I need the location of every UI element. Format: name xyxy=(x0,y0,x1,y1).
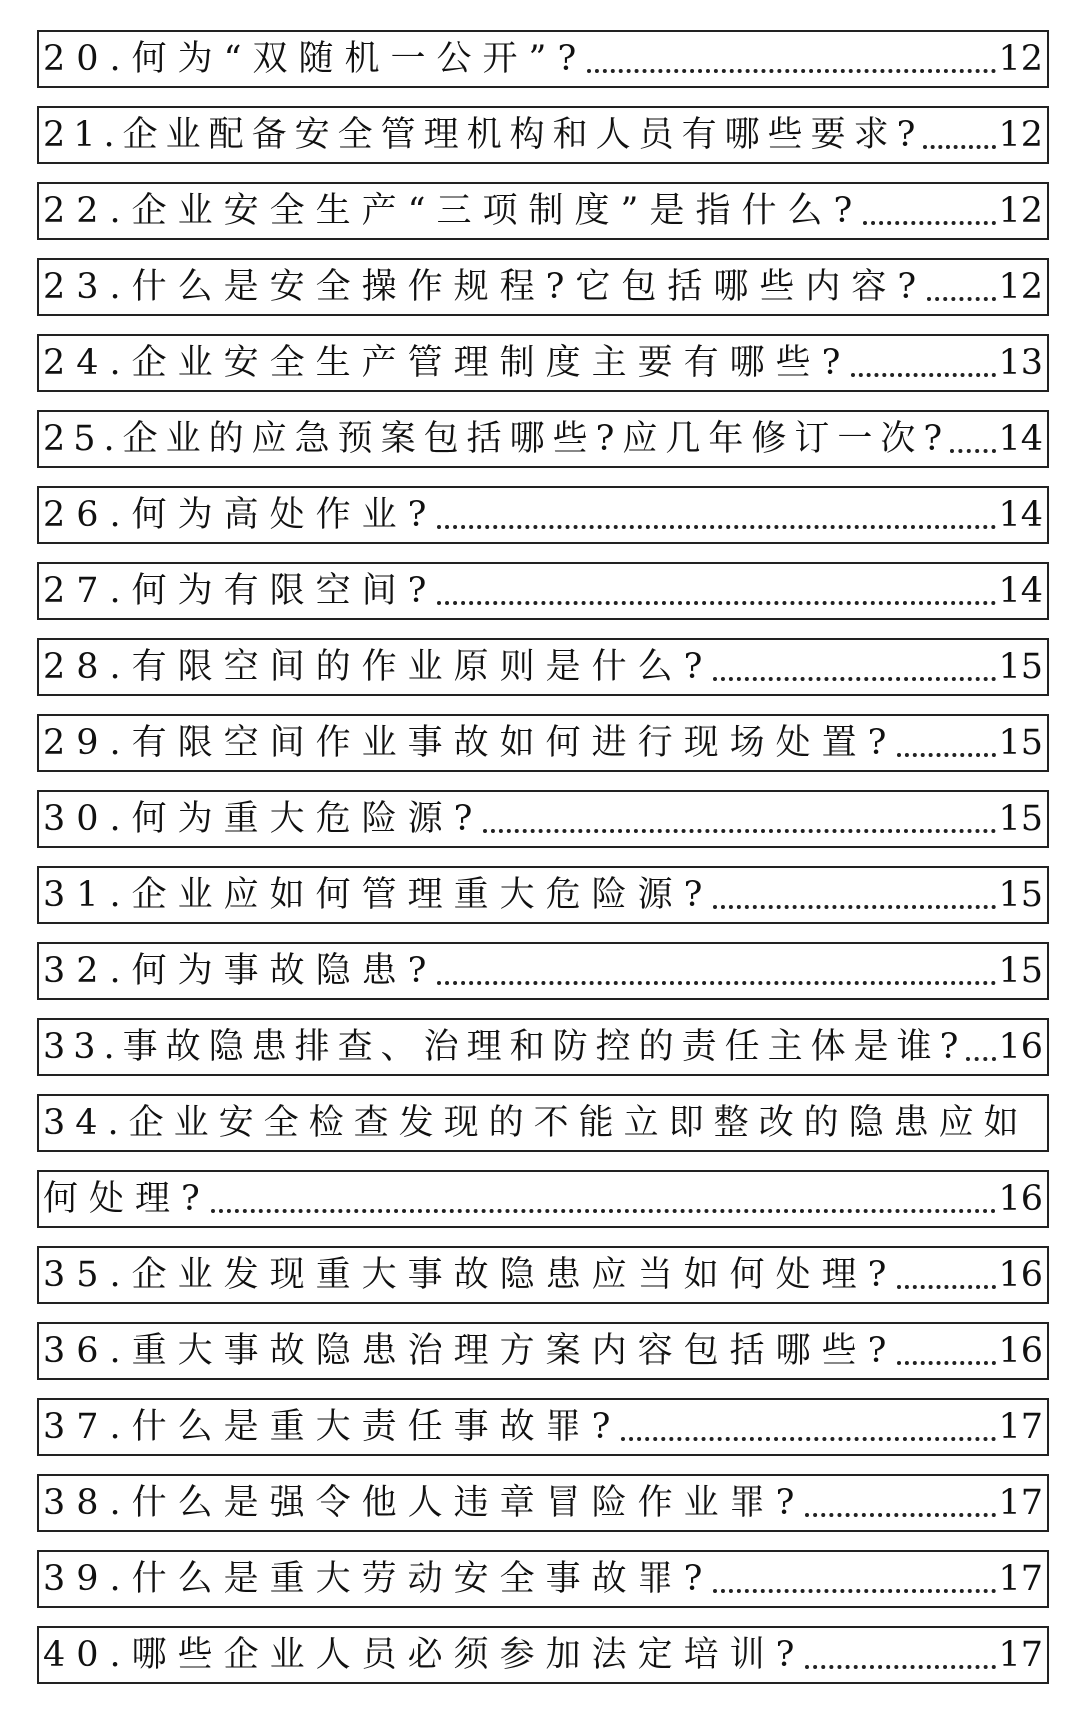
toc-entry-30[interactable] xyxy=(37,790,1049,848)
toc-page-number: 15 xyxy=(998,951,1043,991)
toc-entry-26[interactable] xyxy=(37,486,1049,544)
toc-page-number: 15 xyxy=(998,875,1043,915)
toc-page-number: 14 xyxy=(998,419,1043,459)
toc-page-number: 16 xyxy=(998,1179,1043,1219)
toc-entry-title: 39.什么是重大劳动安全事故罪? xyxy=(43,1559,714,1599)
toc-entry-title: 37.什么是重大责任事故罪? xyxy=(43,1407,622,1447)
toc-entry-title: 22.企业安全生产“三项制度”是指什么? xyxy=(43,191,864,231)
toc-entry-34-line-2[interactable] xyxy=(37,1170,1049,1228)
toc-entry-23[interactable] xyxy=(37,258,1049,316)
toc-entry-title: 27.何为有限空间? xyxy=(43,571,438,611)
toc-entry-22[interactable] xyxy=(37,182,1049,240)
dot-leader xyxy=(966,1020,998,1074)
toc-entry-31[interactable] xyxy=(37,866,1049,924)
toc-entry-35[interactable] xyxy=(37,1246,1049,1304)
toc-page-number: 17 xyxy=(998,1483,1043,1523)
dot-leader xyxy=(587,32,998,86)
dot-leader xyxy=(483,792,998,846)
toc-entry-20[interactable] xyxy=(37,30,1049,88)
toc-entry-29[interactable] xyxy=(37,714,1049,772)
toc-entry-title: 24.企业安全生产管理制度主要有哪些? xyxy=(43,343,852,383)
toc-entry-title: 25.企业的应急预案包括哪些?应几年修订一次? xyxy=(43,419,951,459)
dot-leader xyxy=(211,1172,999,1226)
toc-entry-title: 28.有限空间的作业原则是什么? xyxy=(43,647,714,687)
toc-page-number: 12 xyxy=(998,191,1043,231)
toc-entry-25[interactable] xyxy=(37,410,1049,468)
toc-entry-title: 21.企业配备安全管理机构和人员有哪些要求? xyxy=(43,115,924,155)
toc-entry-36[interactable] xyxy=(37,1322,1049,1380)
toc-page-number: 13 xyxy=(998,343,1043,383)
toc-page-number: 14 xyxy=(998,495,1043,535)
dot-leader xyxy=(713,1552,998,1606)
toc-entry-title: 35.企业发现重大事故隐患应当如何处理? xyxy=(43,1255,898,1295)
toc-entry-title: 34.企业安全检查发现的不能立即整改的隐患应如 xyxy=(43,1103,1029,1143)
toc-page-number: 15 xyxy=(998,799,1043,839)
toc-entry-title: 何处理? xyxy=(43,1179,211,1219)
dot-leader xyxy=(437,488,998,542)
toc-page-number: 17 xyxy=(998,1635,1043,1675)
toc-entry-33[interactable] xyxy=(37,1018,1049,1076)
toc-page-number: 16 xyxy=(998,1331,1043,1371)
toc-entry-40[interactable] xyxy=(37,1626,1049,1684)
dot-leader xyxy=(923,108,998,162)
dot-leader xyxy=(927,260,998,314)
dot-leader xyxy=(805,1628,998,1682)
dot-leader xyxy=(621,1400,998,1454)
toc-entry-37[interactable] xyxy=(37,1398,1049,1456)
dot-leader xyxy=(897,716,998,770)
toc-entry-title: 20.何为“双随机一公开”? xyxy=(43,39,588,79)
toc-page-number: 15 xyxy=(998,647,1043,687)
dot-leader xyxy=(897,1324,998,1378)
toc-entry-title: 40.哪些企业人员必须参加法定培训? xyxy=(43,1635,806,1675)
dot-leader xyxy=(713,868,998,922)
dot-leader xyxy=(713,640,998,694)
toc-page-number: 17 xyxy=(998,1559,1043,1599)
toc-entry-39[interactable] xyxy=(37,1550,1049,1608)
table-of-contents xyxy=(37,30,1049,1702)
toc-entry-title: 36.重大事故隐患治理方案内容包括哪些? xyxy=(43,1331,898,1371)
toc-entry-title: 26.何为高处作业? xyxy=(43,495,438,535)
toc-entry-title: 29.有限空间作业事故如何进行现场处置? xyxy=(43,723,898,763)
toc-entry-title: 32.何为事故隐患? xyxy=(43,951,438,991)
dot-leader xyxy=(805,1476,998,1530)
dot-leader xyxy=(897,1248,998,1302)
toc-entry-title: 31.企业应如何管理重大危险源? xyxy=(43,875,714,915)
toc-page-number: 16 xyxy=(998,1027,1043,1067)
toc-entry-34-line-1[interactable] xyxy=(37,1094,1049,1152)
toc-page-number: 14 xyxy=(998,571,1043,611)
toc-page-number: 12 xyxy=(998,267,1043,307)
toc-entry-24[interactable] xyxy=(37,334,1049,392)
toc-page-number: 15 xyxy=(998,723,1043,763)
toc-entry-title: 38.什么是强令他人违章冒险作业罪? xyxy=(43,1483,806,1523)
toc-entry-27[interactable] xyxy=(37,562,1049,620)
toc-entry-21[interactable] xyxy=(37,106,1049,164)
toc-page-number: 17 xyxy=(998,1407,1043,1447)
toc-entry-28[interactable] xyxy=(37,638,1049,696)
toc-page-number: 16 xyxy=(998,1255,1043,1295)
toc-entry-title: 23.什么是安全操作规程?它包括哪些内容? xyxy=(43,267,928,307)
toc-entry-38[interactable] xyxy=(37,1474,1049,1532)
dot-leader xyxy=(950,412,998,466)
toc-entry-title: 30.何为重大危险源? xyxy=(43,799,484,839)
dot-leader xyxy=(851,336,998,390)
dot-leader xyxy=(863,184,998,238)
toc-page-number: 12 xyxy=(998,39,1043,79)
toc-entry-32[interactable] xyxy=(37,942,1049,1000)
toc-entry-title: 33.事故隐患排查、治理和防控的责任主体是谁? xyxy=(43,1027,967,1067)
dot-leader xyxy=(437,944,998,998)
toc-page-number: 12 xyxy=(998,115,1043,155)
dot-leader xyxy=(437,564,998,618)
